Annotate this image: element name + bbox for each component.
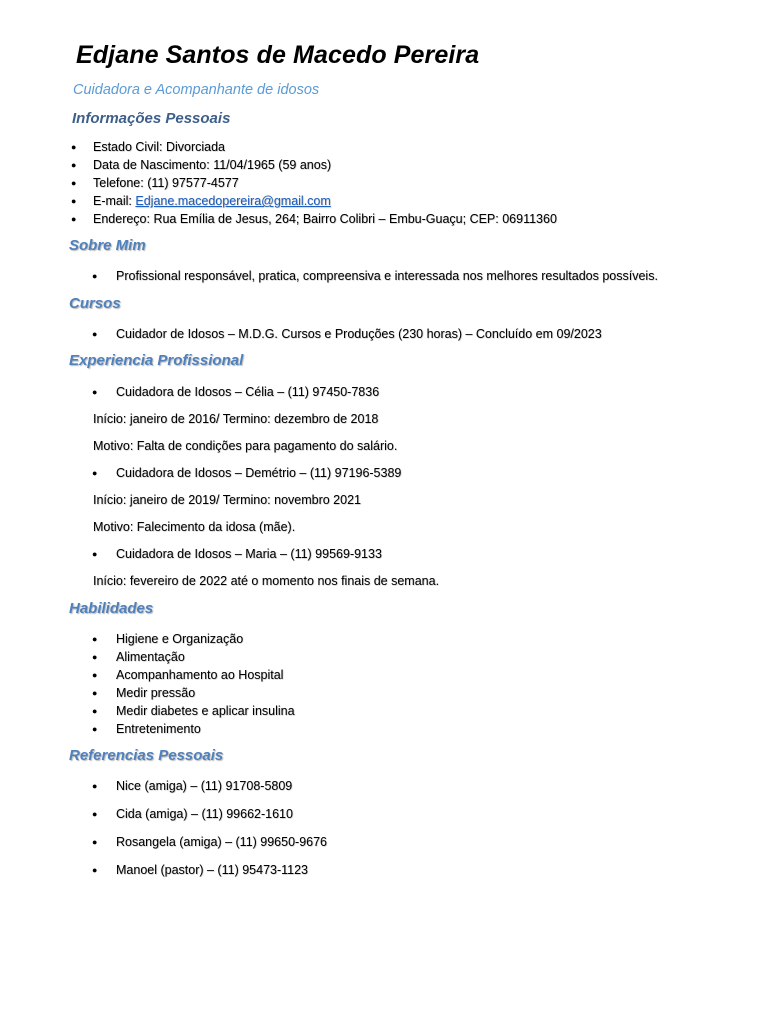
resume-subtitle: Cuidadora e Acompanhante de idosos <box>73 82 320 98</box>
course-item: Cuidador de Idosos – M.D.G. Cursos e Produções (230 horas) – Concluído em 09/2023 <box>116 327 602 341</box>
bullet-icon: ● <box>92 387 98 397</box>
skill-item: Higiene e Organização <box>116 632 244 646</box>
bullet-icon: ● <box>92 329 98 339</box>
courses-heading: Cursos <box>69 295 121 312</box>
job-period: Início: janeiro de 2019/ Termino: novembro 2021 <box>93 493 361 507</box>
reference-item: Cida (amiga) – (11) 99662-1610 <box>116 807 293 821</box>
job-title: Cuidadora de Idosos – Célia – (11) 97450-7836 <box>116 385 380 399</box>
personal-info-heading: Informações Pessoais <box>72 110 231 127</box>
bullet-icon: ● <box>92 670 98 680</box>
skill-item: Entretenimento <box>116 722 201 736</box>
bullet-icon: ● <box>71 178 77 188</box>
email-link[interactable]: Edjane.macedopereira@gmail.com <box>135 194 331 208</box>
bullet-icon: ● <box>71 142 77 152</box>
reference-item: Rosangela (amiga) – (11) 99650-9676 <box>116 835 328 849</box>
bullet-icon: ● <box>92 724 98 734</box>
about-heading: Sobre Mim <box>69 237 146 254</box>
bullet-icon: ● <box>92 271 98 281</box>
personal-item-email <box>93 193 331 209</box>
bullet-icon: ● <box>92 634 98 644</box>
experience-heading: Experiencia Profissional <box>69 352 244 369</box>
bullet-icon: ● <box>92 837 98 847</box>
bullet-icon: ● <box>92 688 98 698</box>
bullet-icon: ● <box>92 865 98 875</box>
bullet-icon: ● <box>92 706 98 716</box>
reference-item: Manoel (pastor) – (11) 95473-1123 <box>116 863 309 877</box>
bullet-icon: ● <box>71 196 77 206</box>
skills-heading: Habilidades <box>69 600 154 617</box>
job-period: Início: janeiro de 2016/ Termino: dezembro de 2018 <box>93 412 379 426</box>
skill-item: Medir diabetes e aplicar insulina <box>116 704 295 718</box>
personal-item-address: Endereço: Rua Emília de Jesus, 264; Bairro Colibri – Embu-Guaçu; CEP: 06911360 <box>93 212 557 226</box>
job-reason: Motivo: Falta de condições para pagamento do salário. <box>93 439 398 453</box>
reference-item: Nice (amiga) – (11) 91708-5809 <box>116 779 293 793</box>
skill-item: Acompanhamento ao Hospital <box>116 668 284 682</box>
bullet-icon: ● <box>92 652 98 662</box>
resume-name: Edjane Santos de Macedo Pereira <box>76 41 480 69</box>
bullet-icon: ● <box>92 468 98 478</box>
bullet-icon: ● <box>92 781 98 791</box>
bullet-icon: ● <box>92 549 98 559</box>
email-label: E-mail: <box>93 194 136 208</box>
references-heading: Referencias Pessoais <box>69 747 224 764</box>
job-title: Cuidadora de Idosos – Demétrio – (11) 97196-5389 <box>116 466 402 480</box>
skill-item: Medir pressão <box>116 686 196 700</box>
bullet-icon: ● <box>71 160 77 170</box>
personal-item-marital-status: Estado Civil: Divorciada <box>93 140 225 154</box>
bullet-icon: ● <box>92 809 98 819</box>
job-title: Cuidadora de Idosos – Maria – (11) 99569-9133 <box>116 547 382 561</box>
bullet-icon: ● <box>71 214 77 224</box>
skill-item: Alimentação <box>116 650 185 664</box>
personal-item-phone: Telefone: (11) 97577-4577 <box>93 176 239 190</box>
personal-item-birth-date: Data de Nascimento: 11/04/1965 (59 anos) <box>93 158 332 172</box>
job-reason: Motivo: Falecimento da idosa (mãe). <box>93 520 296 534</box>
job-period: Início: fevereiro de 2022 até o momento nos finais de semana. <box>93 574 440 588</box>
about-item: Profissional responsável, pratica, compreensiva e interessada nos melhores resultados possíveis. <box>116 269 658 283</box>
